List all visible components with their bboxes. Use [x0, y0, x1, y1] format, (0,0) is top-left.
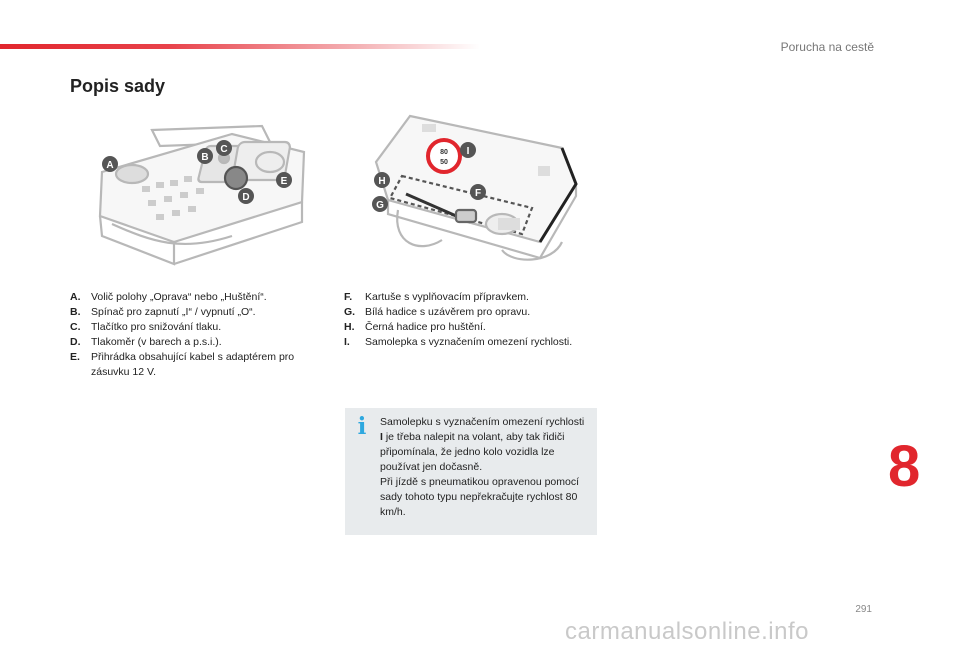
speed-sticker — [428, 140, 460, 172]
list-item — [344, 290, 584, 305]
label-h: H — [378, 176, 386, 187]
list-key: G. — [344, 306, 356, 318]
label-b: B — [201, 152, 209, 163]
compressor-illustration — [92, 124, 312, 276]
info-icon: i — [357, 413, 367, 440]
info-note-box — [345, 408, 597, 535]
legend-list-right — [344, 290, 584, 350]
list-key: E. — [70, 351, 80, 363]
info-note-text — [380, 415, 590, 520]
label-i: I — [466, 146, 470, 157]
page-number: 291 — [855, 604, 872, 615]
list-text: Černá hadice pro huštění. — [365, 321, 486, 333]
header-accent-bar — [0, 44, 480, 49]
list-key: F. — [344, 291, 353, 303]
list-key: B. — [70, 306, 81, 318]
chapter-header-title: Porucha na cestě — [780, 40, 874, 54]
list-text: Přihrádka obsahující kabel s adaptérem pro zásuvku 12 V. — [91, 351, 295, 378]
list-key: C. — [70, 321, 81, 333]
list-item — [70, 290, 310, 305]
list-text: Kartuše s vyplňovacím přípravkem. — [365, 291, 529, 303]
chapter-number: 8 — [888, 434, 921, 499]
list-text: Tlačítko pro snižování tlaku. — [91, 321, 222, 333]
list-item — [344, 320, 584, 335]
legend-list-left — [70, 290, 310, 380]
list-item — [344, 305, 584, 320]
list-key: A. — [70, 291, 81, 303]
label-e: E — [280, 176, 288, 187]
sticker-speed-50: 50 — [440, 159, 448, 166]
list-item — [70, 320, 310, 335]
list-item — [70, 305, 310, 320]
sticker-speed-80: 80 — [440, 149, 448, 156]
list-key: D. — [70, 336, 81, 348]
list-item — [344, 335, 584, 350]
label-d: D — [242, 192, 250, 203]
list-text: Samolepka s vyznačením omezení rychlosti. — [365, 336, 573, 348]
label-g: G — [376, 200, 384, 211]
label-c: C — [220, 144, 228, 155]
section-title: Popis sady — [70, 76, 166, 96]
list-item — [70, 335, 310, 350]
list-key: I. — [344, 336, 350, 348]
list-text: Spínač pro zapnutí „I“ / vypnutí „O“. — [91, 306, 256, 318]
watermark: carmanualsonline.info — [565, 618, 809, 645]
info-text-bold: I — [380, 431, 383, 443]
info-text-part: Při jízdě s pneumatikou opravenou pomocí sady tohoto typu nepřekračujte rychlost 80 km/h. — [380, 476, 580, 518]
list-text: Tlakoměr (v barech a p.s.i.). — [91, 336, 222, 348]
list-text: Bílá hadice s uzávěrem pro opravu. — [365, 306, 531, 318]
info-text-part: je třeba nalepit na volant, aby tak řidiči připomínala, že jedno kolo vozidla lze používat jen dočasně. — [380, 431, 565, 473]
compressor-bottom-illustration — [362, 114, 584, 266]
info-text-part: Samolepku s vyznačením omezení rychlosti — [380, 416, 585, 428]
label-f: F — [474, 188, 482, 199]
label-a: A — [106, 160, 114, 171]
list-key: H. — [344, 321, 355, 333]
list-text: Volič polohy „Oprava“ nebo „Huštění“. — [91, 291, 267, 303]
list-item — [70, 350, 310, 380]
